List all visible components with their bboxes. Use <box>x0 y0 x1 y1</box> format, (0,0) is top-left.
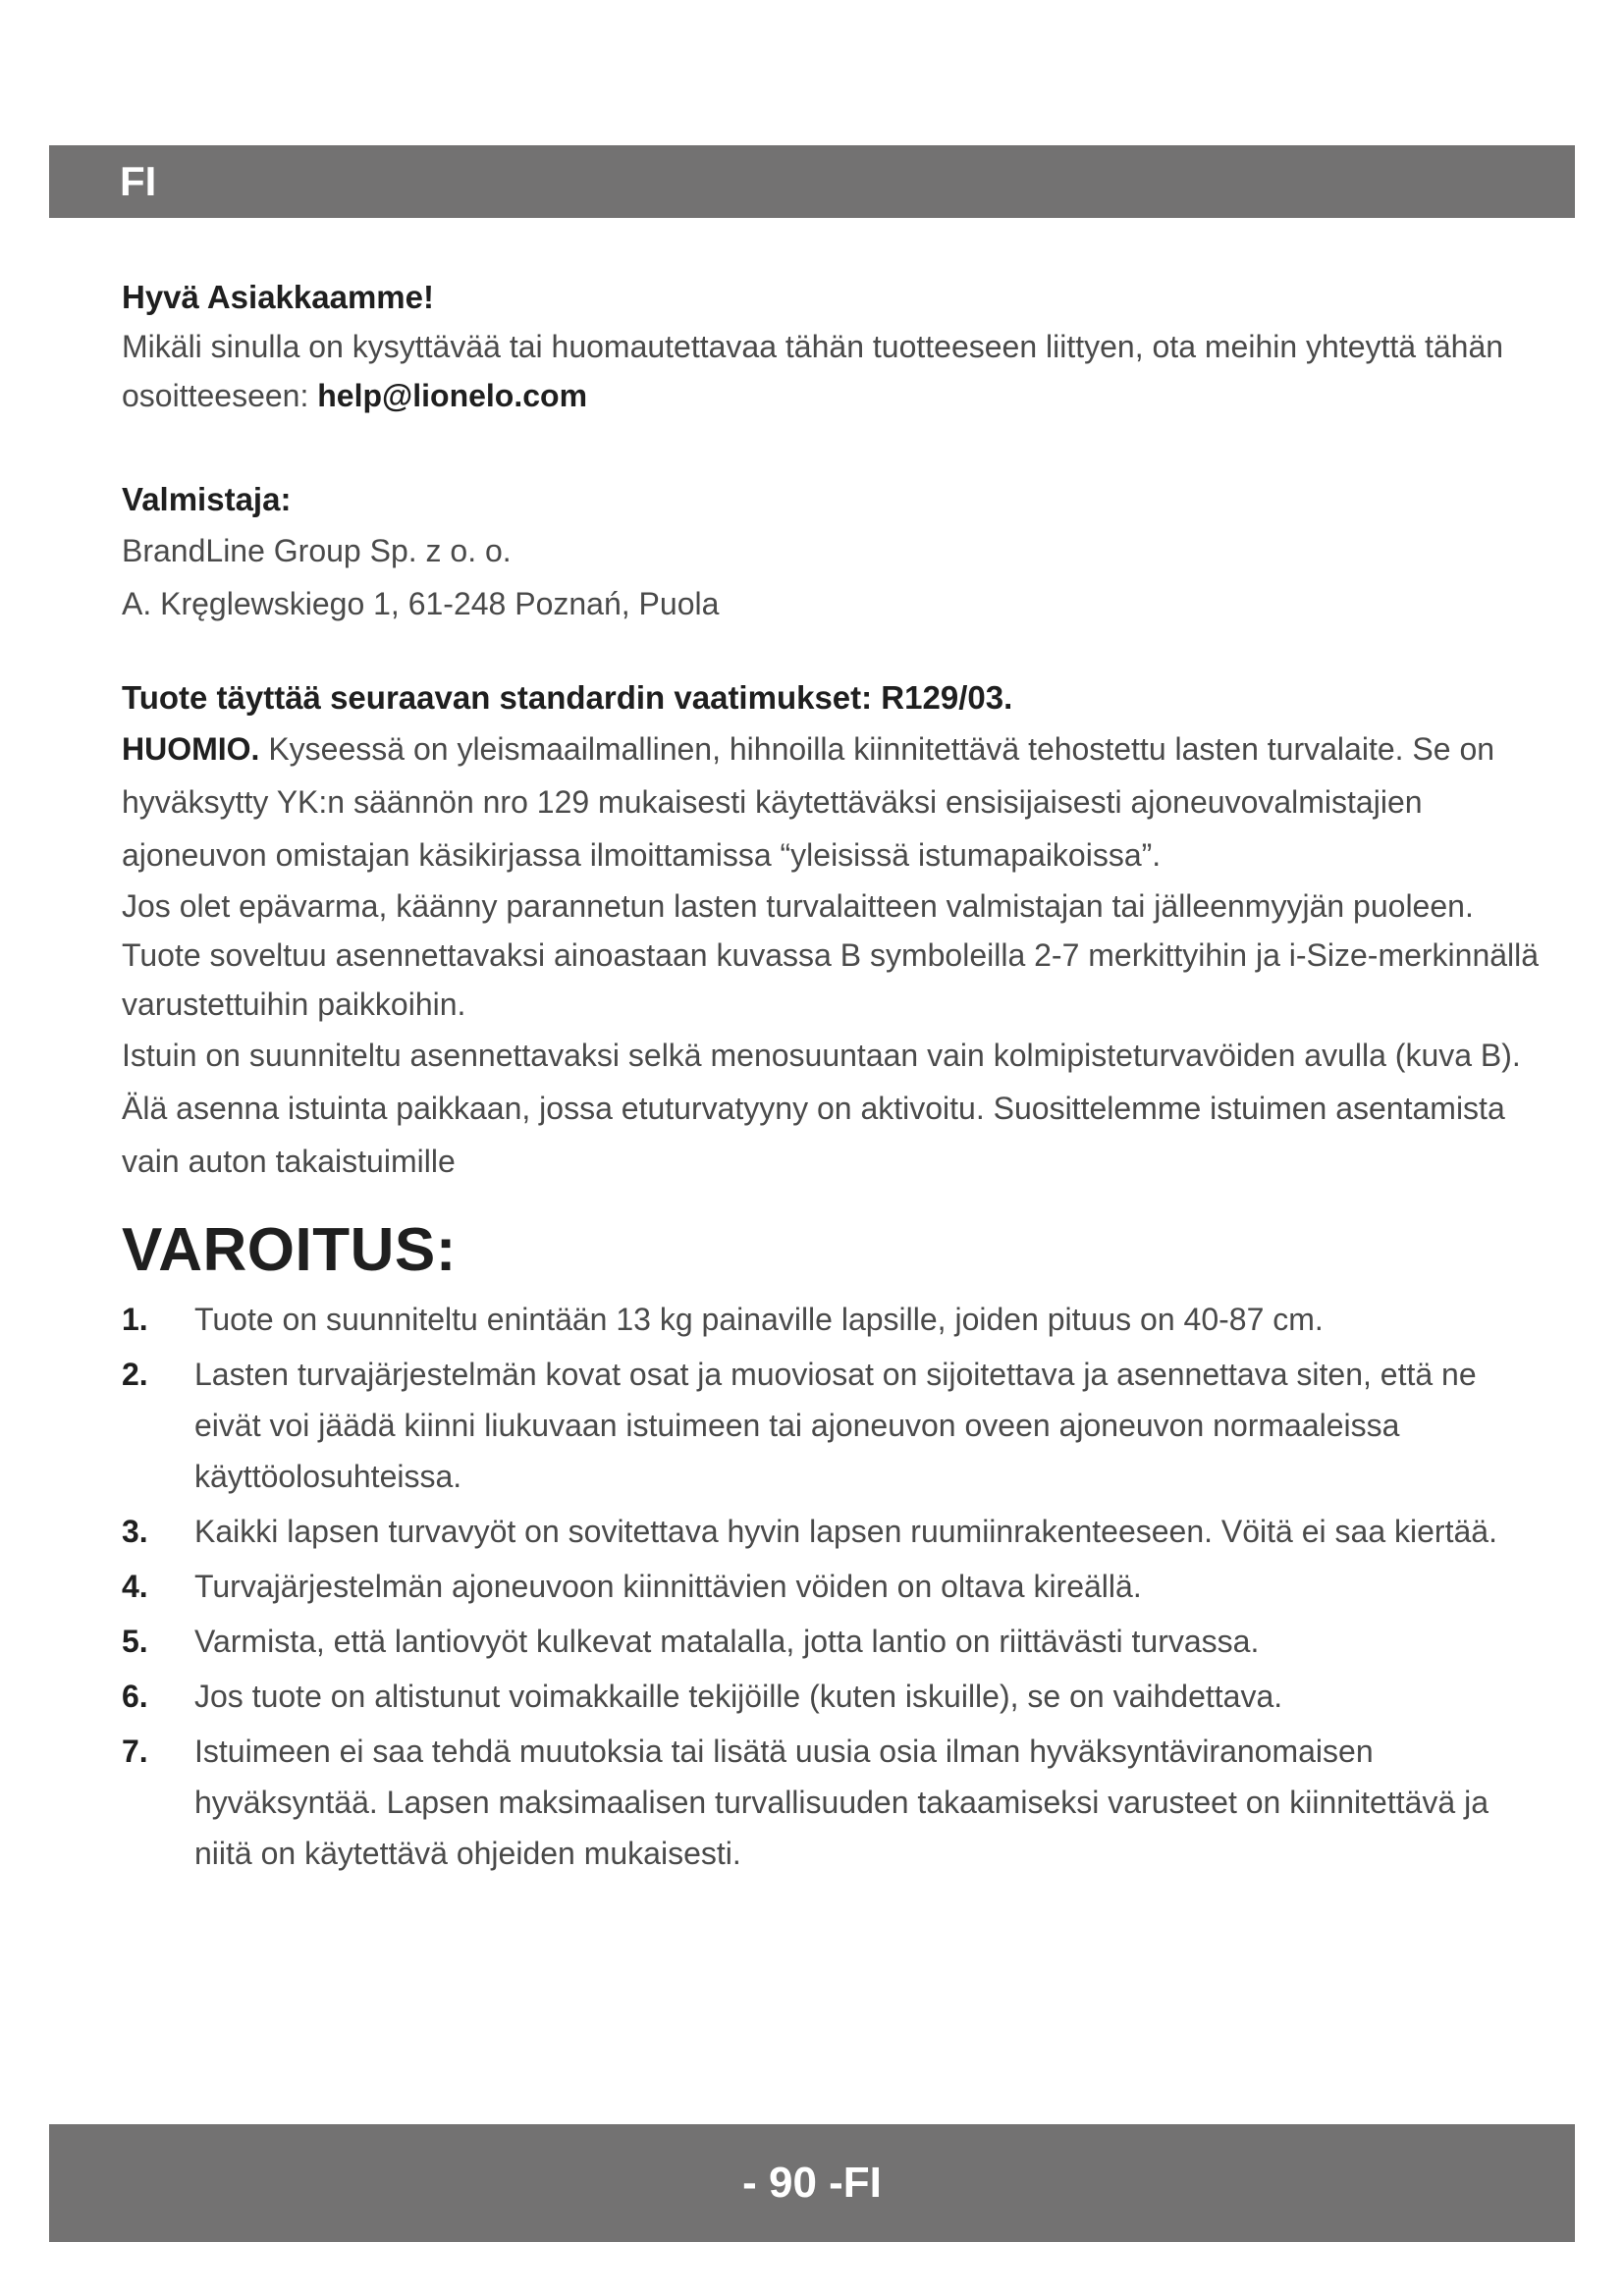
warning-item-text: Lasten turvajärjestelmän kovat osat ja muoviosat on sijoitettava ja asennettava siten, että ne eivät voi jäädä kiinni liukuvaan istuimeen tai ajoneuvon oveen ajoneuvon normaaleissa käyttöolosuhteissa. <box>194 1357 1477 1494</box>
warning-item <box>122 1349 1545 1502</box>
manufacturer-name: BrandLine Group Sp. z o. o. <box>122 533 512 568</box>
language-code: FI <box>120 158 157 204</box>
footer-bar <box>49 2124 1575 2242</box>
warning-item-number: 5. <box>122 1624 148 1659</box>
warning-item <box>122 1294 1545 1345</box>
warning-item-number: 3. <box>122 1514 148 1549</box>
notice-paragraph <box>122 722 1545 881</box>
paragraph-uncertain: Jos olet epävarma, käänny parannetun lasten turvalaitteen valmistajan tai jälleenmyyjän puoleen. <box>122 888 1474 924</box>
warning-item-text: Varmista, että lantiovyöt kulkevat matalalla, jotta lantio on riittävästi turvassa. <box>194 1624 1260 1659</box>
warning-item-text: Tuote on suunniteltu enintään 13 kg painaville lapsille, joiden pituus on 40-87 cm. <box>194 1302 1324 1337</box>
warning-item <box>122 1616 1545 1667</box>
warning-list <box>122 1294 1545 1879</box>
warning-item-text: Turvajärjestelmän ajoneuvoon kiinnittävien vöiden on oltava kireällä. <box>194 1569 1142 1604</box>
page-number: - 90 -FI <box>742 2159 882 2207</box>
paragraph-positions: Tuote soveltuu asennettavaksi ainoastaan kuvassa B symboleilla 2-7 merkittyihin ja i-Size-merkinnällä varustettuihin paikkoihin. <box>122 937 1540 1022</box>
warning-item-text: Jos tuote on altistunut voimakkaille tekijöille (kuten iskuille), se on vaihdettava. <box>194 1679 1283 1714</box>
warning-item-text: Istuimeen ei saa tehdä muutoksia tai lisätä uusia osia ilman hyväksyntäviranomaisen hyväksyntää. Lapsen maksimaalisen turvallisuuden takaamiseksi varusteet on kiinnitettävä ja niitä on käytettävä ohjeiden mukaisesti. <box>194 1734 1489 1871</box>
standard-title: Tuote täyttää seuraavan standardin vaatimukset: R129/03. <box>122 679 1013 716</box>
warning-item-number: 6. <box>122 1679 148 1714</box>
warning-item-number: 1. <box>122 1302 148 1337</box>
manufacturer-address: A. Kręglewskiego 1, 61-248 Poznań, Puola <box>122 586 720 621</box>
paragraph-installation: Istuin on suunniteltu asennettavaksi selkä menosuuntaan vain kolmipisteturvavöiden avulla (kuva B). Älä asenna istuinta paikkaan, jossa etuturvatyyny on aktivoitu. Suosittelemme istuimen asentamista vain auton takaistuimille <box>122 1038 1521 1179</box>
greeting-title: Hyvä Asiakkaamme! <box>122 279 434 315</box>
header-bar <box>49 145 1575 218</box>
notice-text: Kyseessä on yleismaailmallinen, hihnoilla kiinnitettävä tehostettu lasten turvalaite. Se on hyväksytty YK:n säännön nro 129 mukaisesti käytettäväksi ensisijaisesti ajoneuvovalmistajien ajoneuvon omistajan käsikirjassa ilmoittamissa “yleisissä istumapaikoissa”. <box>122 731 1495 873</box>
warning-title: VAROITUS: <box>122 1216 457 1284</box>
warning-item-text: Kaikki lapsen turvavyöt on sovitettava hyvin lapsen ruumiinrakenteeseen. Vöitä ei saa kiertää. <box>194 1514 1497 1549</box>
warning-item <box>122 1726 1545 1879</box>
manufacturer-title: Valmistaja: <box>122 481 292 517</box>
greeting-body: Mikäli sinulla on kysyttävää tai huomautettavaa tähän tuotteeseen liittyen, ota meihin yhteyttä tähän osoitteeseen: <box>122 329 1504 413</box>
warning-item <box>122 1506 1545 1557</box>
warning-item-number: 4. <box>122 1569 148 1604</box>
warning-item <box>122 1561 1545 1612</box>
warning-item <box>122 1671 1545 1722</box>
warning-item-number: 7. <box>122 1734 148 1769</box>
contact-email[interactable]: help@lionelo.com <box>317 378 588 413</box>
warning-item-number: 2. <box>122 1357 148 1392</box>
greeting-text <box>122 322 1545 420</box>
notice-label: HUOMIO. <box>122 731 260 767</box>
page-content <box>122 273 1545 1883</box>
